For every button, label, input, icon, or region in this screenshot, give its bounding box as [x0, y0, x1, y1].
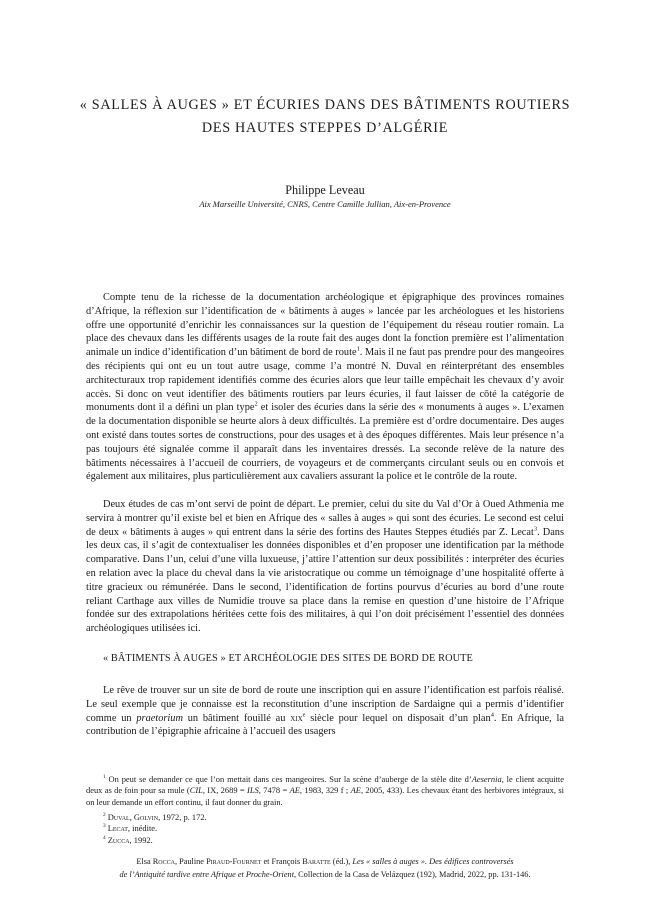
paragraph-3: Le rêve de trouver sur un site de bord de route une inscription qui en assure l’identification est parfois réalisé. Le seul exemple que je connaisse est la reconstitution d’une inscription de Sardaigne qui a permis d’identifier comme un praetorium un bâtiment fouillé au xix$^e$ siècle pour lequel on disposait d’un plan$^4$. En Afrique, la contribution de l’épigraphie africaine à l’accueil des usagers — [86, 685, 565, 738]
footnote-number: 4 — [103, 835, 106, 842]
footnote-ref-3[interactable]: 3 — [533, 525, 538, 533]
footnote-3: $^3$ Lecat, inédite. — [103, 823, 158, 833]
footnote-number: 1 — [103, 774, 106, 781]
cited-author: Lecat — [107, 823, 128, 833]
footnote-ref-4[interactable]: 4 — [490, 711, 494, 719]
footer-line-2: de l’Antiquité tardive entre Afrique et Proche-Orient, Collection de la Casa de Velázquez (192), Madrid, 2022, pp. 131-146. — [119, 869, 531, 879]
title-line-2: DES HAUTES STEPPES D’ALGÉRIE — [201, 120, 449, 136]
author-affiliation: Aix Marseille Université, CNRS, Centre Camille Jullian, Aix-en-Provence — [199, 199, 451, 209]
title-line-1: « SALLES À AUGES » ET ÉCURIES DANS DES BÂTIMENTS ROUTIERS — [79, 97, 571, 113]
paragraph-2: Deux études de cas m’ont servi de point de départ. Le premier, celui du site du Val d’Or à Oued Athmenia me servira à montrer qu’il existe bel et bien en Afrique des « salles à auges » qui sont des écuries. Le second est celui de deux « bâtiments à auges » qui entrent dans la série des fortins des Hautes Steppes étudiés par Z. Lecat$^3$. Dans les deux cas, il s’agit de contextualiser les données disponibles et d’en proposer une identification par la méthode comparative. Dans l’un, celui d’une villa luxueuse, j’attire l’attention sur deux possibilités : interpréter des écuries en relation avec la place du cheval dans la vie aristocratique ou comme un témoignage d’une hospitalité offerte à titre gracieux ou rémunérée. Dans le second, l’identification de fortins pourvus d’écuries au bord d’une route reliant Carthage aux villes de Numidie trouve sa place dans la remise en question d’une histoire de l’Afrique fondée sur des extrapolations héritées cette fois des militaires, à qui l’on doit précisément l’essentiel des données archéologiques utilisées ici. — [86, 499, 564, 635]
footnote-number: 3 — [103, 823, 106, 830]
paragraph-1: Compte tenu de la richesse de la documentation archéologique et épigraphique des provinces romaines d’Afrique, la réflexion sur l’identification de « bâtiments à auges » lancée par les archéologues et les historiens offre une opportunité d’enrichir les connaissances sur la question de l’équipement du réseau routier romain. La place des chevaux dans les différents usages de la route fait des auges dont la fonction première est l’alimentation animale un indice d’identification d’un bâtiment de bord de route$^1$. Mais il ne faut pas prendre pour des mangeoires des récipients qui ont eu un tout autre usage, comme l’a montré N. Duval en réinterprétant des ensembles architecturaux trop rapidement identifiés comme des écuries alors que leur taille empêchait les chevaux d’y avoir accès. Si donc on veut identifier des bâtiments routiers par leurs écuries, il faut laisser de côté la catégorie de monuments dont il a défini un plan type$^2$ et isoler des écuries dans la série des « monuments à auges ». L’examen de la documentation disponible se heurte alors à deux difficultés. La première est d’ordre documentaire. Des auges ont existé dans toutes sortes de constructions, pour des usages et à des époques différentes. Mais leur présence n’a pas toujours été signalée comme il apparaît dans les inventaires dressés. La seconde relève de la nature des bâtiments nécessaires à l’accueil de courriers, de voyageurs et de commerçants circulant seuls ou en convois et également aux militaires, plus particulièrement aux cavaliers assurant la police et le contrôle de la route. — [86, 292, 564, 483]
century-numeral: xix — [290, 712, 303, 724]
footnote-4: $^4$ Zucca, 1992. — [103, 835, 153, 845]
article-title — [60, 94, 590, 140]
footer-line-1: Elsa Rocca, Pauline Piraud-Fournet et François Baratte (éd.), Les « salles à auges ». Des édifices controversés — [136, 857, 514, 866]
section-heading: « BÂTIMENTS À AUGES » ET ARCHÉOLOGIE DES SITES DE BORD DE ROUTE — [103, 653, 473, 664]
footnote-1: $^1$ On peut se demander ce que l’on mettait dans ces mangeoires. Sur la scène d’auberge de la stèle dite d’Aesernia, le client acquitte deux as de foin pour sa mule (CIL, IX, 2689 = ILS, 7478 = AE, 1983, 329 f ; AE, 2005, 433). Les chevaux étant des herbivores intégraux, si on leur demande un effort continu, il faut donner du grain. — [86, 774, 564, 807]
publication-footer — [40, 856, 610, 881]
cited-author: Duval, Golvin — [107, 812, 159, 822]
footnote-number: 2 — [103, 812, 106, 819]
footnote-ref-2[interactable]: 2 — [254, 400, 258, 408]
footnote-ref-1[interactable]: 1 — [356, 345, 360, 353]
author-name: Philippe Leveau — [285, 183, 365, 197]
book-title-cont: de l’Antiquité tardive entre Afrique et Proche-Orient — [119, 869, 294, 879]
book-title: Les « salles à auges ». Des édifices controversés — [352, 857, 514, 866]
footnote-2: $^2$ Duval, Golvin, 1972, p. 172. — [103, 812, 207, 822]
term-praetorium: praetorium — [136, 712, 183, 724]
cited-author: Zucca — [107, 835, 130, 845]
